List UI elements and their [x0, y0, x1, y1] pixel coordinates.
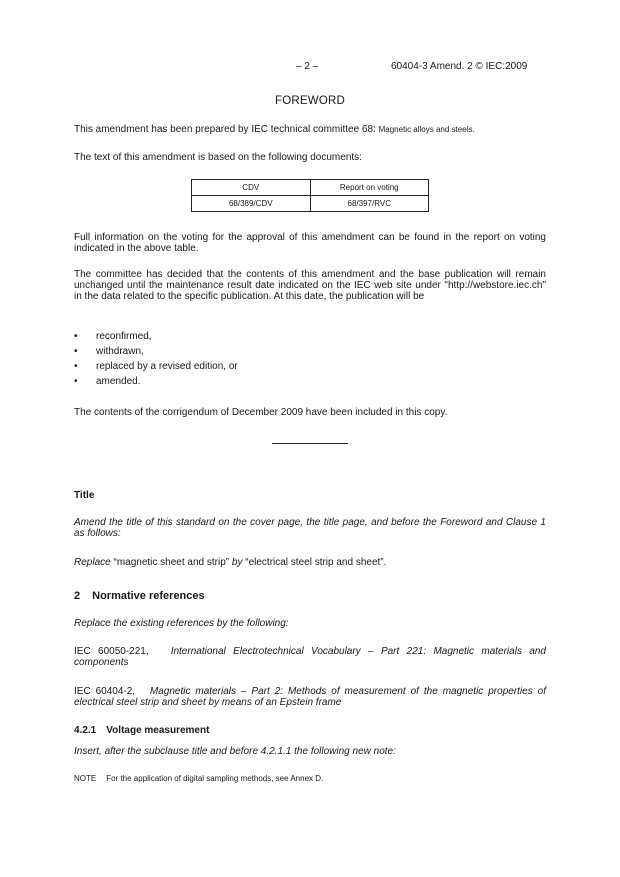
note-line [74, 774, 323, 783]
table-row [192, 196, 429, 212]
table-header-cell: Report on voting [310, 180, 429, 196]
voltage-measurement-heading: 4.2.1 Voltage measurement [74, 725, 210, 736]
full-information-paragraph: Full information on the voting for the approval of this amendment can be found in the report on voting indicated in the above table. [74, 232, 546, 254]
document-reference: 60404-3 Amend. 2 © IEC:2009 [391, 61, 528, 72]
note-label: NOTE [74, 774, 97, 783]
voltage-insert-instruction: Insert, after the subclause title and before 4.2.1.1 the following new note: [74, 746, 396, 757]
corrigendum-paragraph: The contents of the corrigendum of December 2009 have been included in this copy. [74, 407, 448, 418]
list-item: • amended. [74, 376, 141, 387]
bullet-icon: • [74, 331, 78, 342]
normative-replace-instruction: Replace the existing references by the following: [74, 618, 289, 629]
table-header-row [192, 180, 429, 196]
bullet-icon: • [74, 376, 78, 387]
page-number: – 2 – [296, 61, 319, 72]
list-item: • replaced by a revised edition, or [74, 361, 238, 372]
table-header-cell: CDV [192, 180, 311, 196]
publication-status-list [74, 329, 238, 389]
list-item: • reconfirmed, [74, 331, 152, 342]
bullet-icon: • [74, 346, 78, 357]
title-replace-line: Replace “magnetic sheet and strip” by “electrical steel strip and sheet”. [74, 557, 387, 568]
committee-name: Magnetic alloys and steels. [378, 125, 475, 134]
foreword-title: FOREWORD [275, 95, 345, 107]
normative-references-heading: 2 Normative references [74, 590, 205, 602]
committee-decision-paragraph: The committee has decided that the contents of this amendment and the base publication will remain unchanged until the maintenance result date indicated on the IEC web site under "http://webstore.iec.ch" in the data related to the specific publication. At this date, the publication will be [74, 269, 546, 302]
note-text: For the application of digital sampling methods, see Annex D. [106, 774, 324, 783]
list-item: • withdrawn, [74, 346, 144, 357]
voting-documents-table [191, 179, 429, 212]
section-divider [272, 443, 348, 444]
reference-entry: IEC 60050-221, International Electrotechnical Vocabulary – Part 221: Magnetic materials and components [74, 646, 546, 668]
reference-entry: IEC 60404-2, Magnetic materials – Part 2: Methods of measurement of the magnetic properties of electrical steel strip and sheet by means of an Epstein frame [74, 686, 546, 708]
prepared-by-text: This amendment has been prepared by IEC technical committee 68: [74, 124, 376, 135]
bullet-icon: • [74, 361, 78, 372]
based-on-paragraph: The text of this amendment is based on the following documents: [74, 152, 362, 163]
prepared-by-paragraph [74, 124, 554, 135]
title-section-heading: Title [74, 490, 95, 501]
title-amend-instruction: Amend the title of this standard on the cover page, the title page, and before the Foreword and Clause 1 as follows: [74, 517, 546, 539]
table-cell: 68/397/RVC [310, 196, 429, 212]
table-cell: 68/389/CDV [192, 196, 311, 212]
